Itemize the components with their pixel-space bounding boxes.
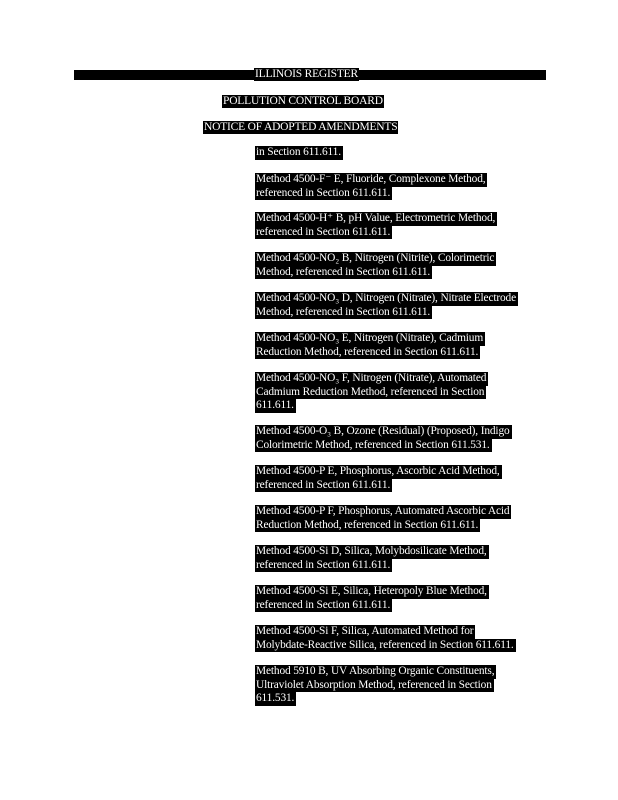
entry-9 [255, 505, 511, 532]
entry-line: Colorimetric Method, referenced in Section 611.531. [256, 438, 490, 451]
entry-line: referenced in Section 611.611. [256, 598, 391, 611]
entry-line: Reduction Method, referenced in Section 611.611. [256, 345, 479, 358]
entry-line: referenced in Section 611.611. [256, 225, 391, 238]
entry-line: Method 4500-NO₂ B, Nitrogen (Nitrite), Colorimetric [256, 252, 495, 264]
entry-line: Method 4500-P F, Phosphorus, Automated Ascorbic Acid [256, 505, 510, 517]
entry-line: Reduction Method, referenced in Section 611.611. [256, 518, 479, 531]
entry-line: Method 4500-O₃ B, Ozone (Residual) (Proposed), Indigo [256, 425, 510, 437]
entry-line: in Section 611.611. [256, 146, 341, 158]
entry-line: Method 5910 B, UV Absorbing Organic Constituents, [256, 665, 495, 677]
entry-line: referenced in Section 611.611. [256, 478, 391, 491]
entry-1 [255, 173, 487, 200]
entry-8 [255, 465, 502, 492]
entry-line: Method 4500-F⁻ E, Fluoride, Complexone Method, [256, 173, 486, 185]
entry-6 [255, 372, 488, 413]
entry-line: Method 4500-H⁺ B, pH Value, Electrometric Method, [256, 212, 496, 224]
entry-11 [255, 585, 489, 612]
entry-line: referenced in Section 611.611. [256, 186, 391, 199]
entry-10 [255, 545, 489, 572]
entry-0 [255, 146, 343, 160]
entry-line: Method 4500-P E, Phosphorus, Ascorbic Acid Method, [256, 465, 500, 477]
entry-7 [255, 425, 512, 452]
entry-13 [255, 665, 496, 706]
entry-line: Ultraviolet Absorption Method, referenced in Section [256, 678, 492, 691]
entry-line: Method 4500-NO₃ F, Nitrogen (Nitrate), Automated [256, 372, 487, 384]
notice-title: NOTICE OF ADOPTED AMENDMENTS [204, 121, 398, 133]
entry-line: Method 4500-NO₃ E, Nitrogen (Nitrate), Cadmium [256, 332, 484, 344]
entry-line: Method 4500-NO₃ D, Nitrogen (Nitrate), Nitrate Electrode [256, 292, 517, 304]
entry-4 [255, 292, 518, 319]
entry-5 [255, 332, 485, 359]
entry-12 [255, 625, 516, 652]
register-title: ILLINOIS REGISTER [255, 68, 358, 80]
entry-line: 611.531. [256, 692, 295, 705]
entry-line: Method 4500-Si F, Silica, Automated Method for [256, 625, 474, 637]
entry-line: Molybdate-Reactive Silica, referenced in Section 611.611. [256, 638, 514, 651]
entry-2 [255, 212, 497, 239]
entry-line: Method 4500-Si E, Silica, Heteropoly Blue Method, [256, 585, 487, 597]
entry-line: Method 4500-Si D, Silica, Molybdosilicate Method, [256, 545, 487, 557]
board-title: POLLUTION CONTROL BOARD [223, 95, 383, 107]
entry-3 [255, 252, 496, 279]
entry-line: Method, referenced in Section 611.611. [256, 305, 431, 318]
entry-line: referenced in Section 611.611. [256, 558, 391, 571]
entry-line: 611.611. [256, 399, 294, 412]
entry-line: Cadmium Reduction Method, referenced in Section [256, 385, 485, 398]
entry-line: Method, referenced in Section 611.611. [256, 265, 431, 278]
